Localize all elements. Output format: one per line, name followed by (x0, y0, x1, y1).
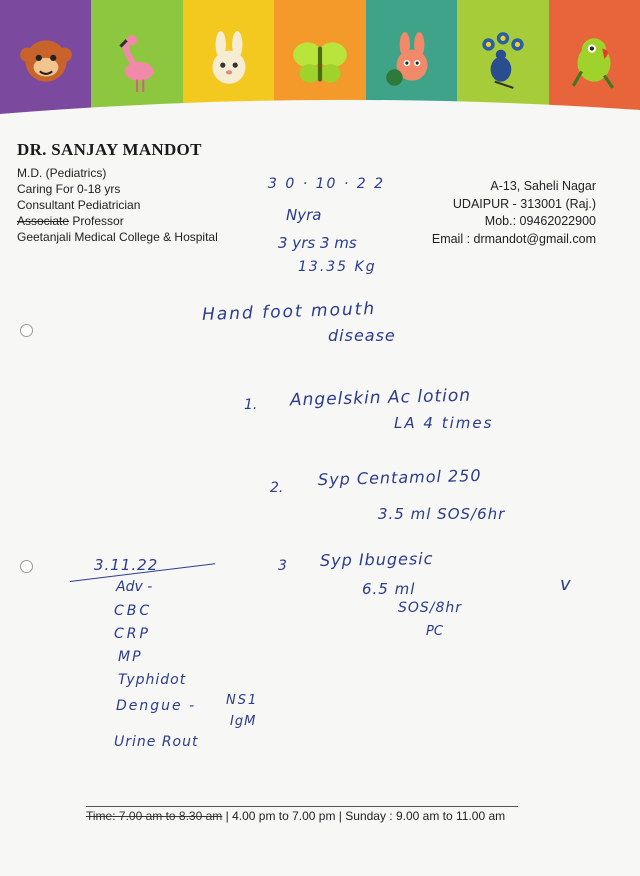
item-3-line-3: SOS/8hr (398, 600, 463, 616)
dengue-ns1: NS1 (226, 693, 259, 708)
item-2-line-1: Syp Centamol 250 (317, 465, 482, 490)
item-1-number: 1. (244, 397, 258, 413)
followup-date: 3.11.22 (94, 556, 159, 574)
clinic-timings (86, 806, 518, 823)
doctor-degree: M.D. (Pediatrics) (17, 166, 107, 180)
punch-hole-top (20, 324, 33, 337)
struck-title: Associate (17, 214, 70, 228)
struck-morning-time: Time: 7.00 am to 8.30 am (86, 809, 223, 823)
mobile: Mob.: 09462022900 (484, 214, 596, 228)
diagnosis-line-2: disease (328, 326, 396, 345)
patient-name: Nyra (286, 206, 322, 224)
test-urine: Urine Rout (114, 734, 199, 750)
test-crp: CRP (114, 626, 151, 642)
rx-date: 3 0 · 10 · 2 2 (268, 176, 386, 192)
peacock-icon (472, 30, 534, 92)
monkey-icon (15, 30, 77, 92)
diagnosis-line-1: Hand foot mouth (201, 298, 377, 326)
item-1-line-1: Angelskin Ac lotion (289, 385, 472, 411)
test-dengue: Dengue - (116, 698, 197, 714)
doctor-title (17, 213, 218, 229)
test-cbc: CBC (114, 603, 153, 619)
evening-time: | 4.00 pm to 7.00 pm | (222, 809, 346, 823)
doctor-info (17, 140, 218, 245)
doctor-name: DR. SANJAY MANDOT (17, 140, 202, 159)
margin-mark: v (560, 574, 571, 595)
doctor-role: Consultant Pediatrician (17, 198, 141, 212)
email: Email : drmandot@gmail.com (431, 231, 596, 246)
dengue-igm: IgM (230, 714, 257, 729)
item-3-line-1: Syp Ibugesic (319, 549, 434, 570)
bunny-icon (380, 30, 442, 92)
flamingo-icon (106, 30, 168, 92)
item-2-line-2: 3.5 ml SOS/6hr (378, 505, 506, 523)
sunday-time: Sunday : 9.00 am to 11.00 am (345, 809, 506, 823)
city: UDAIPUR - 313001 (Raj.) (452, 196, 596, 211)
butterfly-icon (289, 30, 351, 92)
punch-hole-bottom (20, 560, 33, 573)
patient-weight: 13.35 Kg (298, 259, 377, 275)
doctor-college: Geetanjali Medical College & Hospital (17, 230, 218, 244)
banner-wave (0, 96, 640, 136)
advice-label: Adv - (116, 579, 153, 595)
patient-age: 3 yrs 3 ms (278, 234, 357, 252)
doctor-age-range: Caring For 0-18 yrs (17, 182, 121, 196)
test-typhidot: Typhidot (118, 672, 187, 688)
rabbit-icon (198, 30, 260, 92)
header-banner (0, 0, 640, 128)
parrot-icon (563, 30, 625, 92)
item-1-line-2: LA 4 times (394, 414, 494, 432)
item-3-number: 3 (278, 558, 287, 574)
item-2-number: 2. (270, 480, 284, 496)
title-rest: Professor (69, 214, 124, 228)
address: A-13, Saheli Nagar (490, 179, 596, 193)
test-mp: MP (118, 649, 143, 665)
item-3-line-4: PC (426, 624, 443, 639)
item-3-line-2: 6.5 ml (362, 580, 416, 598)
contact-info (432, 178, 596, 248)
